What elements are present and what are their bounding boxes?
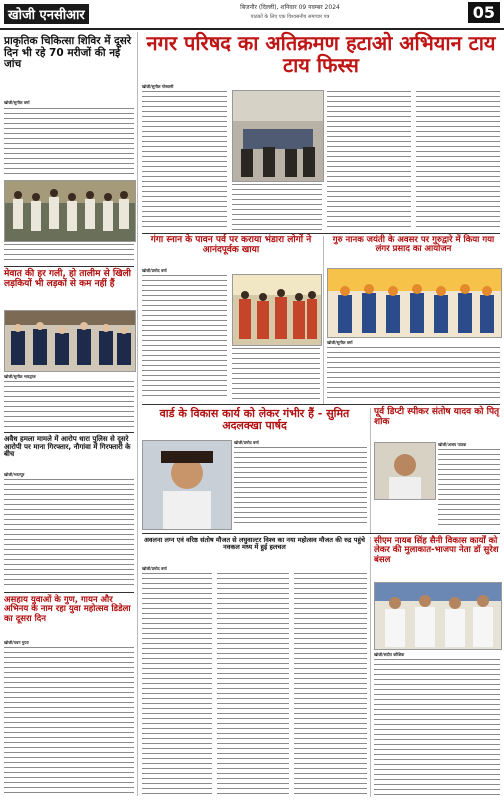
divider [142,533,500,534]
camp-body-text [4,108,134,178]
case-headline: अवैध हमला मामले में आरोप धारा पुलिस से दूसरे आरोपी पर माना गिरफ्तार, नौगांवा में गिरफ्तारी के बीच [4,435,131,459]
fair-body-text [4,381,134,429]
camp-photo [4,180,136,242]
deputy-headline: पूर्व डिप्टी स्पीकर संतोष यादव को पितृ शोक [374,407,500,427]
main-body-text-col2b [232,184,322,231]
gurunanak-body-text [327,347,500,400]
ward-headline: वार्ड के विकास कार्य को लेकर गंभीर हैं - सुमित अदलक्खा पार्षद [159,407,350,433]
gurunanak-byline: खोजी/सुनील वर्मा [327,340,353,345]
youth-headline: असहाय युवाओं के गुण, गायन और अभिनय के नाम रहा युवा महोत्सव डिडेला का दूसरा दिन [4,595,131,624]
bhandara-photo [233,275,321,345]
case-body-text [4,479,134,589]
portrait-photo [375,443,435,499]
langar-photo [328,269,501,337]
deputy-body-text [438,449,500,529]
cm-headline: सीएम नायब सिंह सैनी विकास कार्यों को लेकर की मुलाकात-भाजपा नेता डॉ सुरेश बंसल [374,536,499,565]
fair-headline: मेवात की हर गली, हो तालीम से खिली लड़कियों भी लड़कों से कम नहीं हैं [4,269,131,289]
main-body-text-col3 [327,91,411,231]
masthead [0,0,504,30]
divider [4,592,134,593]
newspaper-logo: खोजी एनसीआर [4,4,89,24]
ganga-headline: गंगा स्नान के पावन पर्व पर कराया भंडारा लोगों ने आनंदपूर्वक खाया [150,235,312,255]
youth-byline: खोजी/पवन गुप्ता [4,640,29,645]
divider [142,404,500,405]
camp-byline: खोजी/सुनील वर्मा [4,100,30,105]
main-byline: खोजी/सुनील गोस्वामी [142,84,174,89]
column-divider [137,32,138,796]
cm-byline: खोजी/संदीप कौशिक [374,652,405,657]
divider [4,432,134,433]
camp-photo-image [5,181,135,241]
lokayukt-byline: खोजी/प्रमोद वर्मा [142,566,167,571]
deputy-photo [374,442,436,500]
camp-body-text-2 [4,244,134,262]
lokayukt-body-text-2 [217,573,289,795]
dateline: बिजनौर (दिल्ली), शनिवार 09 नवम्बर 2024 [240,4,340,11]
youth-body-text [4,647,134,797]
main-photo-1 [232,90,324,182]
ganga-byline: खोजी/प्रमोद वर्मा [142,268,167,273]
divider [142,233,500,234]
fair-photo-image [5,311,135,371]
lokayukt-body-text-1 [142,573,212,795]
deputy-byline: खोजी/अजय पाठक [438,442,467,447]
ganga-body-text-2 [232,348,320,400]
column-divider [370,537,371,797]
cm-body-text [374,659,500,795]
case-byline: खोजी/भरतपुर [4,472,25,477]
ganga-body-text-1 [142,275,227,400]
meeting-photo [375,583,501,649]
ward-byline: खोजी/प्रमोद वर्मा [234,440,259,445]
gurunanak-photo [327,268,502,338]
lokayukt-body-text-3 [294,573,367,795]
main-headline: नगर परिषद का अतिक्रमण हटाओ अभियान टाय टाय फिस्स [146,31,496,77]
main-body-text-col4 [416,91,500,231]
column-divider [370,408,371,533]
gurunanak-headline: गुरु नानक जयंती के अवसर पर गुरुद्वारे में किया गया लंगर प्रसाद का आयोजन [332,235,495,255]
fair-photo [4,310,136,372]
fair-byline: खोजी/सुनील भारद्वाज [4,374,36,379]
main-body-text-col1 [142,91,227,231]
column-divider [323,236,324,404]
ganga-photo [232,274,322,346]
lokayukt-headline: अवलना लग्न एवं वरिष्ठ संतोष मौजत से लघुवाल्टर विश्व का नया महोत्सव मौजत की रुद्र पहुंचे नवकल मध्य में हुई हलचल [143,536,366,552]
councillor-photo [143,441,231,529]
ward-body-text-1 [234,447,367,527]
ward-photo [142,440,232,530]
page-number: 05 [468,2,500,23]
encroachment-photo [233,91,323,181]
camp-headline: प्राकृतिक चिकित्सा शिविर में दूसरे दिन भी रहे 70 मरीजों की नई जांच [4,35,132,71]
masthead-subline: पाठकों के लिए एक विश्वसनीय समाचार पत्र [250,14,330,20]
cm-photo [374,582,502,650]
divider [4,266,134,267]
